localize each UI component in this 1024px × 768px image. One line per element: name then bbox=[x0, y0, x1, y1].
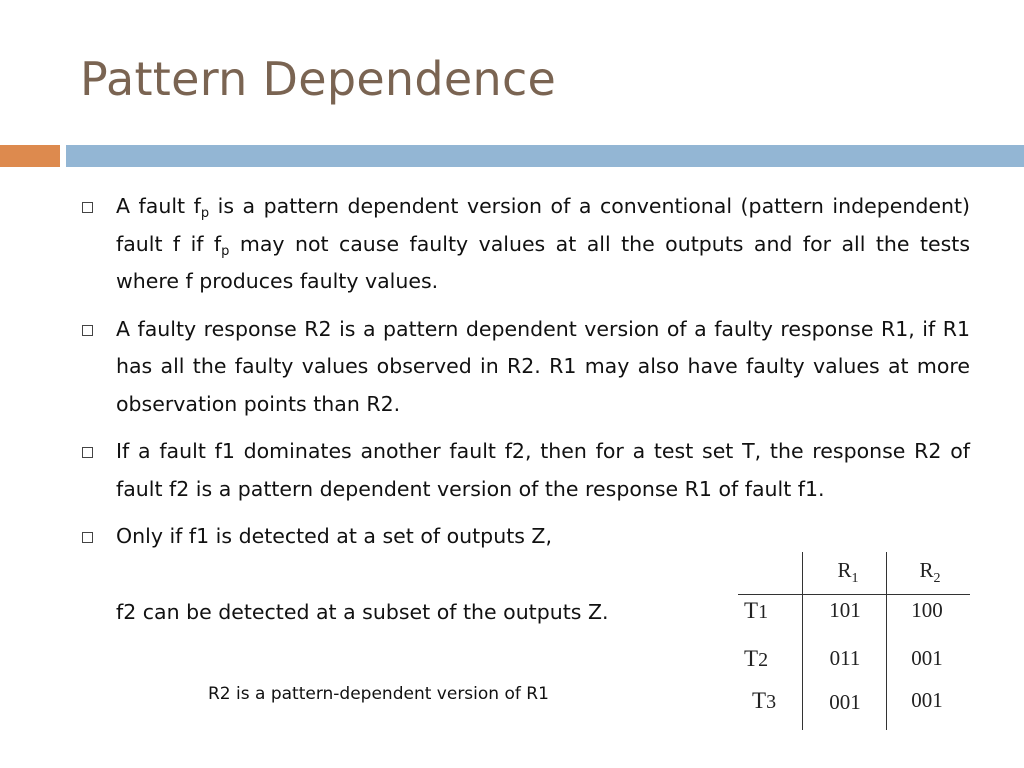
row-header-t3: T3 bbox=[752, 688, 777, 713]
row-header-t2: T2 bbox=[744, 646, 769, 671]
bullet-text: is a pattern dependent version of a conventional (pattern independent) fault f if f bbox=[116, 194, 971, 256]
square-bullet-icon bbox=[82, 202, 93, 213]
response-table bbox=[738, 552, 974, 730]
table-cell: 100 bbox=[911, 598, 943, 622]
subscript: p bbox=[200, 206, 210, 221]
column-header-r2: $R_2$ bbox=[919, 558, 941, 587]
square-bullet-icon bbox=[82, 447, 93, 458]
table-divider bbox=[886, 552, 887, 730]
table-cell: 001 bbox=[911, 688, 943, 712]
row-header-t1: T1 bbox=[744, 598, 769, 623]
bullet-item bbox=[80, 518, 970, 556]
table-divider bbox=[738, 594, 970, 595]
bullet-item bbox=[80, 188, 970, 301]
table-cell: 101 bbox=[829, 598, 861, 622]
slide-title: Pattern Dependence bbox=[80, 52, 557, 106]
square-bullet-icon bbox=[82, 325, 93, 336]
column-header-r1: $R_1$ bbox=[837, 558, 859, 587]
bullet-text: Only if f1 is detected at a set of outputs Z, bbox=[116, 524, 552, 548]
table-divider bbox=[802, 552, 803, 730]
bullet-continuation: f2 can be detected at a subset of the outputs Z. bbox=[116, 600, 609, 624]
table-caption: R2 is a pattern-dependent version of R1 bbox=[208, 684, 549, 704]
table-cell: 001 bbox=[829, 690, 861, 714]
bullet-list bbox=[80, 188, 970, 566]
bullet-text: may not cause faulty values at all the outputs and for all the tests where f produces faulty values. bbox=[116, 231, 971, 293]
table-cell: 011 bbox=[829, 646, 861, 670]
bullet-text: A fault f bbox=[116, 194, 201, 218]
accent-bar-blue bbox=[66, 145, 1024, 167]
square-bullet-icon bbox=[82, 532, 93, 543]
bullet-text: A faulty response R2 is a pattern dependent version of a faulty response R1, if R1 has all the faulty values observed in R2. R1 may also have faulty values at more observation points than R2. bbox=[116, 316, 970, 416]
bullet-text: If a fault f1 dominates another fault f2, then for a test set T, the response R2 of fault f2 is a pattern dependent version of the response R1 of fault f1. bbox=[116, 439, 970, 501]
accent-bar-orange bbox=[0, 145, 60, 167]
table-cell: 001 bbox=[911, 646, 943, 670]
subscript: p bbox=[221, 243, 230, 259]
bullet-item bbox=[80, 311, 970, 424]
bullet-item bbox=[80, 433, 970, 508]
